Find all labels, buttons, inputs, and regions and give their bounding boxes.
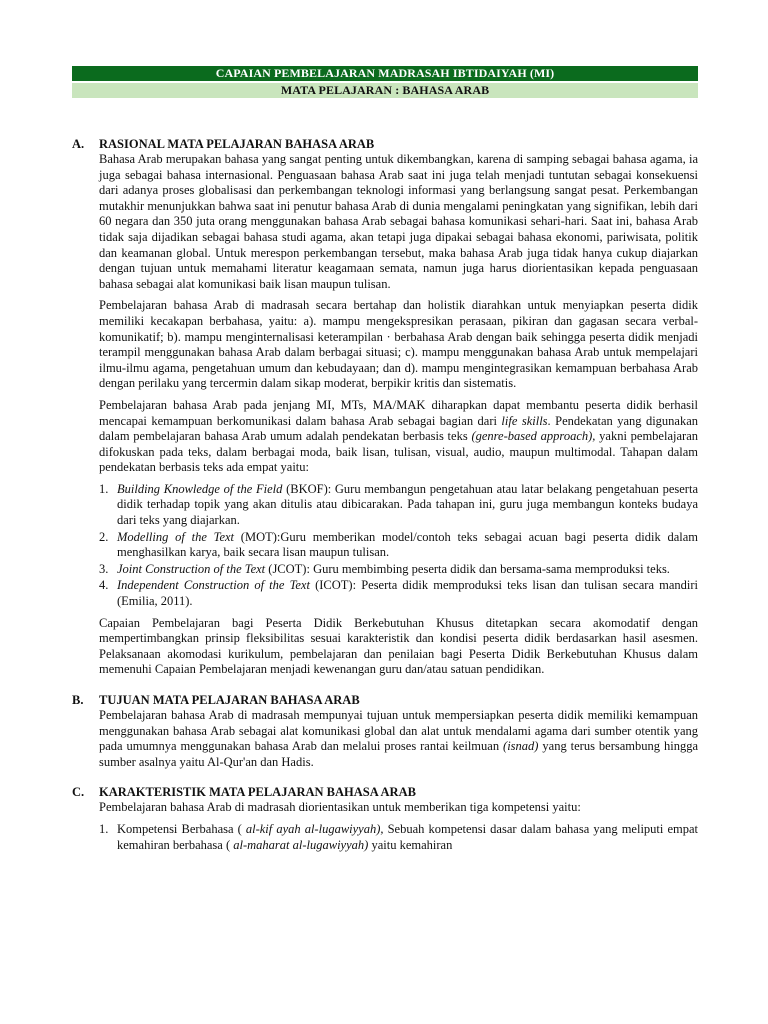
- list-item-term: Building Knowledge of the Field: [117, 481, 283, 496]
- list-item-term: Modelling of the Text: [117, 529, 235, 544]
- c-text-c: Sebuah kompetensi dasar dalam bahasa yang meliputi empat kemahiran berbahasa (: [117, 821, 698, 852]
- section-b-letter: B.: [72, 693, 84, 707]
- section-c-paragraph-1: Pembelajaran bahasa Arab di madrasah diorientasikan untuk memberikan tiga kompetensi yaitu:: [99, 800, 581, 815]
- c-text-a: Kompetensi Berbahasa (: [117, 821, 246, 836]
- section-b-paragraph-1: [99, 708, 698, 770]
- section-c-heading: [72, 784, 698, 800]
- list-item: [99, 482, 698, 529]
- c-term-maharat: al-maharat al-lugawiyyah): [233, 837, 369, 852]
- b-text-a: Pembelajaran bahasa Arab di madrasah mempunyai tujuan untuk mempersiapkan peserta didik memiliki kemampuan menggunakan bahasa Arab sebagai alat komunikasi global dan alat untuk mendalami agama dari sumber otentik yang pada umumnya menggunakan bahasa Arab dan melalui proses rantai keilmuan: [99, 708, 698, 754]
- list-item-text: [117, 578, 698, 609]
- list-item: [99, 822, 698, 853]
- c-term-kifayah: al-kif ayah al-lugawiyyah),: [245, 821, 384, 836]
- section-a-title: RASIONAL MATA PELAJARAN BAHASA ARAB: [99, 137, 375, 151]
- header-title-banner: CAPAIAN PEMBELAJARAN MADRASAH IBTIDAIYAH (MI): [72, 66, 698, 81]
- list-item-desc: (MOT):Guru memberikan model/contoh teks sebagai acuan bagi peserta didik dalam menghasilkan karya, baik secara lisan maupun tulisan.: [117, 529, 698, 560]
- list-item: [99, 578, 698, 609]
- section-c-letter: C.: [72, 785, 85, 800]
- section-a: [72, 136, 698, 678]
- list-item-term: Joint Construction of the Text: [117, 561, 266, 576]
- section-c: [72, 784, 698, 853]
- list-item-desc: (ICOT): Peserta didik memproduksi teks lisan dan tulisan secara mandiri (Emilia, 2011).: [117, 578, 699, 609]
- list-item-number: 3.: [99, 561, 109, 576]
- section-c-body: [99, 800, 698, 853]
- section-b-title: TUJUAN MATA PELAJARAN BAHASA ARAB: [99, 693, 360, 707]
- document-content: [72, 136, 698, 867]
- list-item-desc: (BKOF): Guru membangun pengetahuan atau latar belakang pengetahuan peserta didik terhadap topik yang akan ditulis atau dibicarakan. Pada tahapan ini, guru juga membangun konteks budaya dari teks yang diajarkan.: [117, 481, 698, 528]
- list-item-term: Independent Construction of the Text: [117, 578, 310, 593]
- header-subtitle-banner: MATA PELAJARAN : BAHASA ARAB: [72, 83, 698, 98]
- section-a-letter: A.: [72, 137, 85, 151]
- section-a-body: [99, 152, 698, 678]
- b-text-c: yang terus bersambung hingga sumber asalnya yaitu Al-Qur'an dan Hadis.: [99, 739, 698, 769]
- text-stages-list: [99, 482, 698, 610]
- p3-text-e: yakni pembelajaran difokuskan pada teks, dalam berbagai moda, baik lisan, tulisan, visual, audio, maupun multimodal. Tahapan dalam pendekatan berbasis teks ada empat yaitu:: [99, 429, 698, 475]
- section-b-heading: [72, 692, 698, 708]
- list-item-text: [117, 562, 698, 578]
- list-item: [99, 562, 698, 578]
- section-b-body: [99, 708, 698, 770]
- section-a-paragraph-1: Bahasa Arab merupakan bahasa yang sangat penting untuk dikembangkan, karena di samping sebagai bahasa agama, ia juga sebagai bahasa internasional. Penguasaan bahasa Arab saat ini juga telah menjadi tuntutan sebagai konsekuensi dari adanya proses globalisasi dan perkembangan teknologi informasi yang berlangsung sangat pesat. Perkembangan mutakhir menunjukkan bahwa saat ini penutur bahasa Arab di dunia mengalami peningkatan yang signifikan, lebih dari 60 negara dan 350 juta orang menggunakan bahasa Arab sebagai bahasa komunikasi sehari-hari. Saat ini, bahasa Arab tidak saja dijadikan sebagai bahasa studi agama, akan tetapi juga dipakai sebagai bahasa ekonomi, pariwisata, politik dan keamanan global. Untuk merespon perkembangan tersebut, maka bahasa Arab juga tidak hanya cukup diajarkan dengan tujuan untuk memahami literatur keagamaan semata, namun juga harus diorientasikan kepada penguasaan bahasa sebagai alat komunikasi baik lisan maupun tulisan.: [99, 152, 698, 291]
- competency-list: [99, 822, 698, 853]
- section-b: [72, 692, 698, 770]
- section-a-paragraph-4: Capaian Pembelajaran bagi Peserta Didik Berkebutuhan Khusus ditetapkan secara akomodatif dengan mempertimbangkan prinsip fleksibilitas sesuai karakteristik dan kondisi peserta didik berdasarkan hasil asesmen. Pelaksanaan akomodasi kurikulum, pembelajaran dan penilaian bagi Peserta Didik Berkebutuhan Khusus dalam memenuhi Capaian Pembelajaran menjadi kewenangan guru dan/atau satuan pendidikan.: [99, 615, 698, 677]
- list-item-text: [117, 482, 698, 529]
- p3-text-a: Pembelajaran bahasa Arab pada jenjang MI, MTs, MA/MAK diharapkan dapat membantu peserta didik berhasil mencapai kemampuan berkomunikasi dalam bahasa Arab sebagai bagian dari: [99, 397, 698, 428]
- p3-text-c: . Pendekatan yang digunakan dalam pembelajaran bahasa Arab umum adalah pendekatan berbasis teks: [99, 413, 699, 444]
- list-item-number: 1.: [99, 821, 109, 836]
- list-item-text: [117, 822, 698, 853]
- list-item-number: 2.: [99, 529, 109, 544]
- list-item-text: [117, 530, 698, 561]
- list-item-desc: (JCOT): Guru membimbing peserta didik dan bersama-sama memproduksi teks.: [265, 561, 670, 576]
- section-a-paragraph-3: [99, 398, 698, 476]
- section-a-paragraph-2: Pembelajaran bahasa Arab di madrasah secara bertahap dan holistik diarahkan untuk menyiapkan peserta didik memiliki kecakapan berbahasa, yaitu: a). mampu mengekspresikan perasaan, pikiran dan gagasan secara verbal-komunikatif; b). mampu menginternalisasi keterampilan · berbahasa Arab dengan baik sehingga peserta didik menjadi terampil menggunakan bahasa Arab dalam berbagai situasi; c). mampu menggunakan bahasa Arab untuk mempelajari ilmu-ilmu agama, pengetahuan umum dan kebudayaan; dan d). mampu mengintegrasikan kemampuan berbahasa Arab dengan perilaku yang tercermin dalam sikap moderat, berpikir kritis dan sistematis.: [99, 298, 698, 391]
- list-item-number: 4.: [99, 578, 109, 593]
- list-item: [99, 530, 698, 561]
- p3-life-skills: life skills: [501, 413, 548, 428]
- section-c-title: KARAKTERISTIK MATA PELAJARAN BAHASA ARAB: [99, 785, 416, 800]
- p3-genre-based: (genre-based approach),: [471, 429, 596, 444]
- c-text-e: yaitu kemahiran: [368, 837, 453, 852]
- list-item-number: 1.: [99, 481, 109, 496]
- section-a-heading: [72, 136, 698, 152]
- b-isnad: (isnad): [503, 739, 539, 754]
